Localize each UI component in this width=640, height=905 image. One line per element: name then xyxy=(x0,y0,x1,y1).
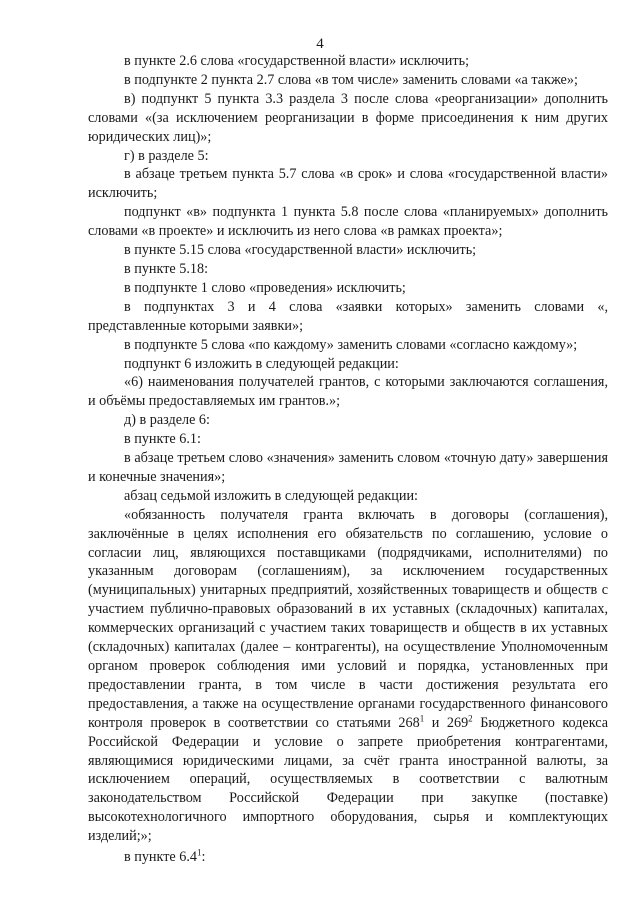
paragraph-2: в подпункте 2 пункта 2.7 слова «в том числе» заменить словами «а также»; xyxy=(124,71,578,88)
paragraph-13: «6) наименования получателей грантов, с которыми заключаются соглашения, и объёмы предоставляемых им грантов.»; xyxy=(88,374,608,410)
paragraph-11: в подпункте 5 слова «по каждому» заменить словами «согласно каждому»; xyxy=(124,336,578,353)
paragraph-6: подпункт «в» подпункта 1 пункта 5.8 после слова «планируемых» дополнить словами «в проекте» и исключить из него слова «в рамках проекта»; xyxy=(88,204,608,240)
last-line-text: в пункте 6.4 xyxy=(124,849,198,866)
paragraph-18-long xyxy=(88,506,608,846)
document-body xyxy=(88,52,608,867)
paragraph-3: в) подпункт 5 пункта 3.3 раздела 3 после слова «реорганизации» дополнить словами «(за исключением реорганизации в форме присоединения к ним других юридических лиц)»; xyxy=(88,90,608,145)
paragraph-17: абзац седьмой изложить в следующей редакции: xyxy=(124,487,419,504)
paragraph-19 xyxy=(88,848,608,867)
superscript-268: 1 xyxy=(419,712,425,723)
page-number: 4 xyxy=(316,36,324,52)
paragraph-7: в пункте 5.15 слова «государственной власти» исключить; xyxy=(124,242,477,259)
long-paragraph-part1: «обязанность получателя гранта включать в договоры (соглашения), заключённые в целях исполнения его обязательств по соглашению, условие о согласии лиц, являющихся поставщиками (подрядчиками, исполнителями) по указанным договорам (соглашениям), за исключением государственных (муниципальных) унитарных предприятий, хозяйственных товариществ и обществ с участием публично-правовых образований в их уставных (складочных) капиталах, коммерческих организаций с участием таких товариществ и обществ в их уставных (складочных) капиталах (далее – контрагенты), на осуществление Уполномоченным органом проверок соблюдения ими условий и порядка, установленных при предоставлении гранта, в том числе в части достижения результата его предоставления, а также на осуществление органами государственного финансового контроля проверок в соответствии со статьями 268 xyxy=(88,506,608,731)
paragraph-16: в абзаце третьем слово «значения» заменить словом «точную дату» завершения и конечные значения»; xyxy=(88,450,608,485)
long-paragraph-part2: и 269 xyxy=(424,714,469,731)
paragraph-12: подпункт 6 изложить в следующей редакции: xyxy=(124,355,399,372)
paragraph-10: в подпунктах 3 и 4 слова «заявки которых» заменить словами «, представленные которыми заявки»; xyxy=(88,298,608,334)
paragraph-15: в пункте 6.1: xyxy=(124,431,201,448)
paragraph-4: г) в разделе 5: xyxy=(124,147,209,164)
superscript-269: 2 xyxy=(468,712,473,723)
last-line-suffix: : xyxy=(201,849,206,866)
paragraph-14: д) в разделе 6: xyxy=(124,412,210,429)
superscript-6-4: 1 xyxy=(197,847,202,858)
paragraph-5: в абзаце третьем пункта 5.7 слова «в срок» и слова «государственной власти» исключить; xyxy=(88,166,608,202)
paragraph-1: в пункте 2.6 слова «государственной власти» исключить; xyxy=(124,53,470,69)
paragraph-9: в подпункте 1 слово «проведения» исключить; xyxy=(124,279,406,296)
long-paragraph-part3: Бюджетного кодекса Российской Федерации и условие о запрете приобретения контрагентами, являющимися юридическими лицами, за счёт гранта иностранной валюты, за исключением операций, осуществляемых в соответствии с валютным законодательством Российской Федерации при закупке (поставке) высокотехнологичного импортного оборудования, сырья и комплектующих изделий;»; xyxy=(88,714,609,845)
paragraph-8: в пункте 5.18: xyxy=(124,260,209,277)
